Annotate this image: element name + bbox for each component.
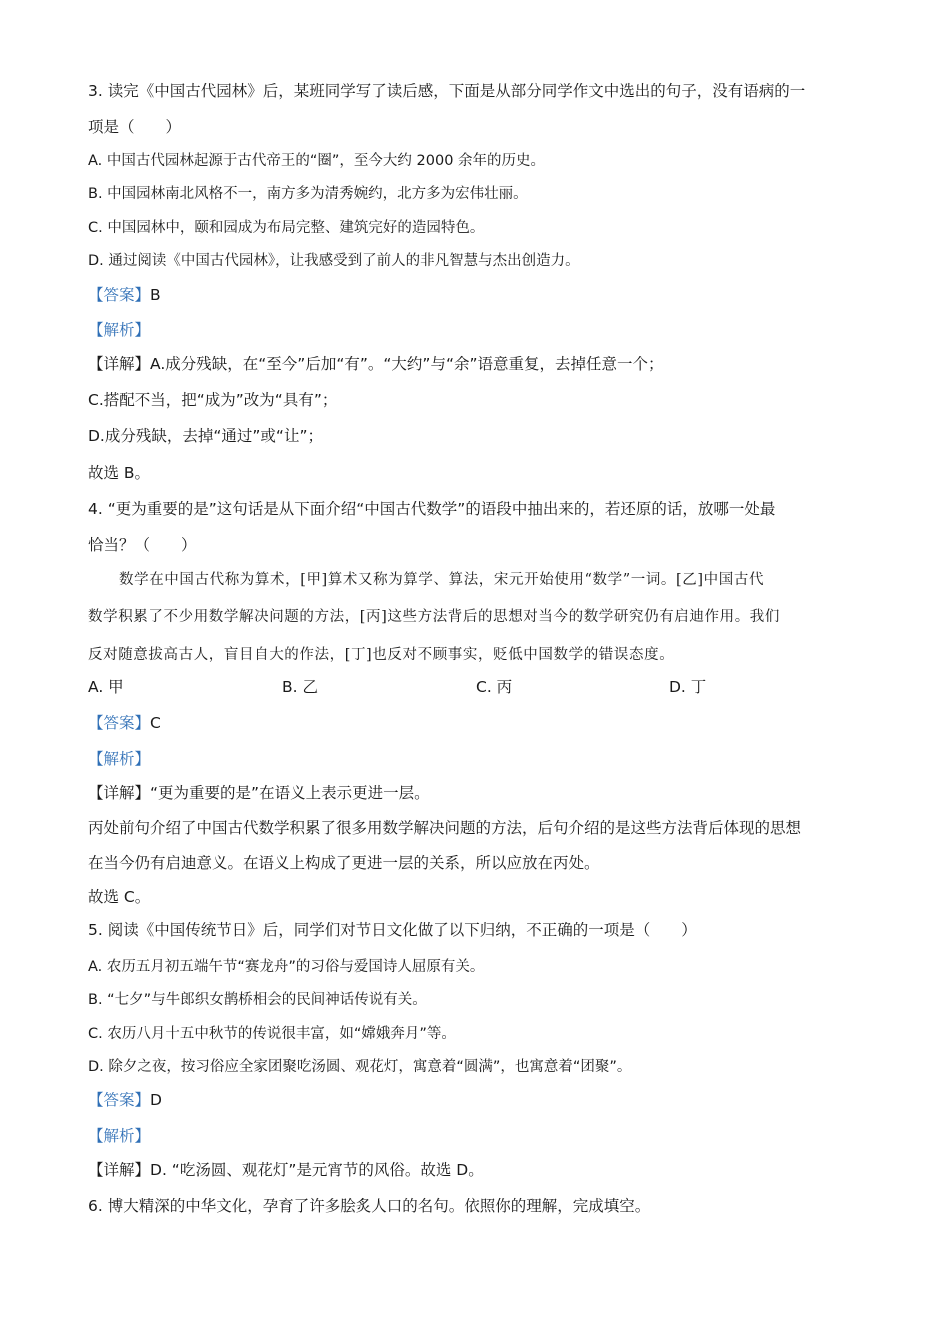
- q4-passage-line3: 反对随意拔高古人，盲目自大的作法，[丁]也反对不顾事实，贬低中国数学的错误态度。: [88, 647, 675, 663]
- q6-stem: 6. 博大精深的中华文化，孕育了许多脍炙人口的名句。依照你的理解，完成填空。: [88, 1197, 651, 1215]
- q3-detail-line1: [88, 354, 664, 374]
- q4-choice-c: C. 丙: [476, 678, 513, 696]
- q4-analysis-tag: 【解析】: [88, 750, 151, 768]
- q3-option-d: D. 通过阅读《中国古代园林》，让我感受到了前人的非凡智慧与杰出创造力。: [88, 253, 580, 269]
- answer-tag: 【答案】: [88, 1091, 151, 1109]
- q3-stem-line2: 项是（ ）: [88, 118, 182, 136]
- q5-stem: 5. 阅读《中国传统节日》后，同学们对节日文化做了以下归纳，不正确的一项是（ ）: [88, 921, 697, 939]
- q3-conclusion: 故选 B。: [88, 464, 151, 482]
- q3-option-a: A. 中国古代园林起源于古代帝王的“圈”，至今大约 2000 余年的历史。: [88, 153, 546, 169]
- answer-tag: 【答案】: [88, 714, 151, 732]
- q4-detail-line2: 丙处前句介绍了中国古代数学积累了很多用数学解决问题的方法，后句介绍的是这些方法背后体现的思想: [88, 819, 802, 837]
- q4-answer: [88, 713, 161, 733]
- q3-answer: [88, 285, 161, 305]
- q5-option-b: B. “七夕”与牛郎织女鹊桥相会的民间神话传说有关。: [88, 992, 427, 1008]
- q4-conclusion: 故选 C。: [88, 888, 151, 906]
- detail-tag: 【详解】: [88, 355, 151, 373]
- detail-text: “更为重要的是”在语义上表示更进一层。: [150, 784, 430, 802]
- answer-value: D: [150, 1091, 162, 1109]
- detail-tag: 【详解】: [88, 1161, 151, 1179]
- q3-detail-line3: D.成分残缺，去掉“通过”或“让”；: [88, 427, 323, 445]
- q4-detail-line1: [88, 783, 430, 803]
- q4-stem-line1: 4. “更为重要的是”这句话是从下面介绍“中国古代数学”的语段中抽出来的，若还原的话，放哪一处最: [88, 500, 776, 518]
- q3-detail-line2: C.搭配不当，把“成为”改为“具有”；: [88, 391, 338, 409]
- q4-detail-line3: 在当今仍有启迪意义。在语义上构成了更进一层的关系，所以应放在丙处。: [88, 854, 600, 872]
- detail-tag: 【详解】: [88, 784, 151, 802]
- detail-text: D. “吃汤圆、观花灯”是元宵节的风俗。故选 D。: [150, 1161, 484, 1179]
- q5-detail-line1: [88, 1160, 484, 1180]
- q5-option-a: A. 农历五月初五端午节“赛龙舟”的习俗与爱国诗人屈原有关。: [88, 959, 485, 975]
- q3-analysis-tag: 【解析】: [88, 321, 151, 339]
- detail-text: A.成分残缺，在“至今”后加“有”。“大约”与“余”语意重复，去掉任意一个；: [150, 355, 664, 373]
- q5-option-c: C. 农历八月十五中秋节的传说很丰富，如“嫦娥奔月”等。: [88, 1026, 456, 1042]
- q3-stem-line1: 3. 读完《中国古代园林》后，某班同学写了读后感，下面是从部分同学作文中选出的句子，没有语病的一: [88, 82, 806, 100]
- q5-analysis-tag: 【解析】: [88, 1127, 151, 1145]
- q4-passage-line2: 数学积累了不少用数学解决问题的方法，[丙]这些方法背后的思想对当今的数学研究仍有启迪作用。我们: [88, 609, 781, 625]
- q3-option-c: C. 中国园林中，颐和园成为布局完整、建筑完好的造园特色。: [88, 220, 485, 236]
- q4-stem-line2: 恰当？（ ）: [88, 536, 197, 554]
- q5-answer: [88, 1090, 162, 1110]
- answer-value: C: [150, 714, 161, 732]
- q4-choice-d: D. 丁: [669, 678, 707, 696]
- q5-option-d: D. 除夕之夜，按习俗应全家团聚吃汤圆、观花灯，寓意着“圆满”，也寓意着“团聚”。: [88, 1059, 632, 1075]
- q4-choice-b: B. 乙: [282, 678, 318, 696]
- q4-passage-line1: 数学在中国古代称为算术，[甲]算术又称为算学、算法，宋元开始使用“数学”一词。[乙]中国古代: [119, 572, 765, 588]
- q4-choice-a: A. 甲: [88, 678, 124, 696]
- q3-option-b: B. 中国园林南北风格不一，南方多为清秀婉约，北方多为宏伟壮丽。: [88, 186, 528, 202]
- answer-tag: 【答案】: [88, 286, 151, 304]
- answer-value: B: [150, 286, 161, 304]
